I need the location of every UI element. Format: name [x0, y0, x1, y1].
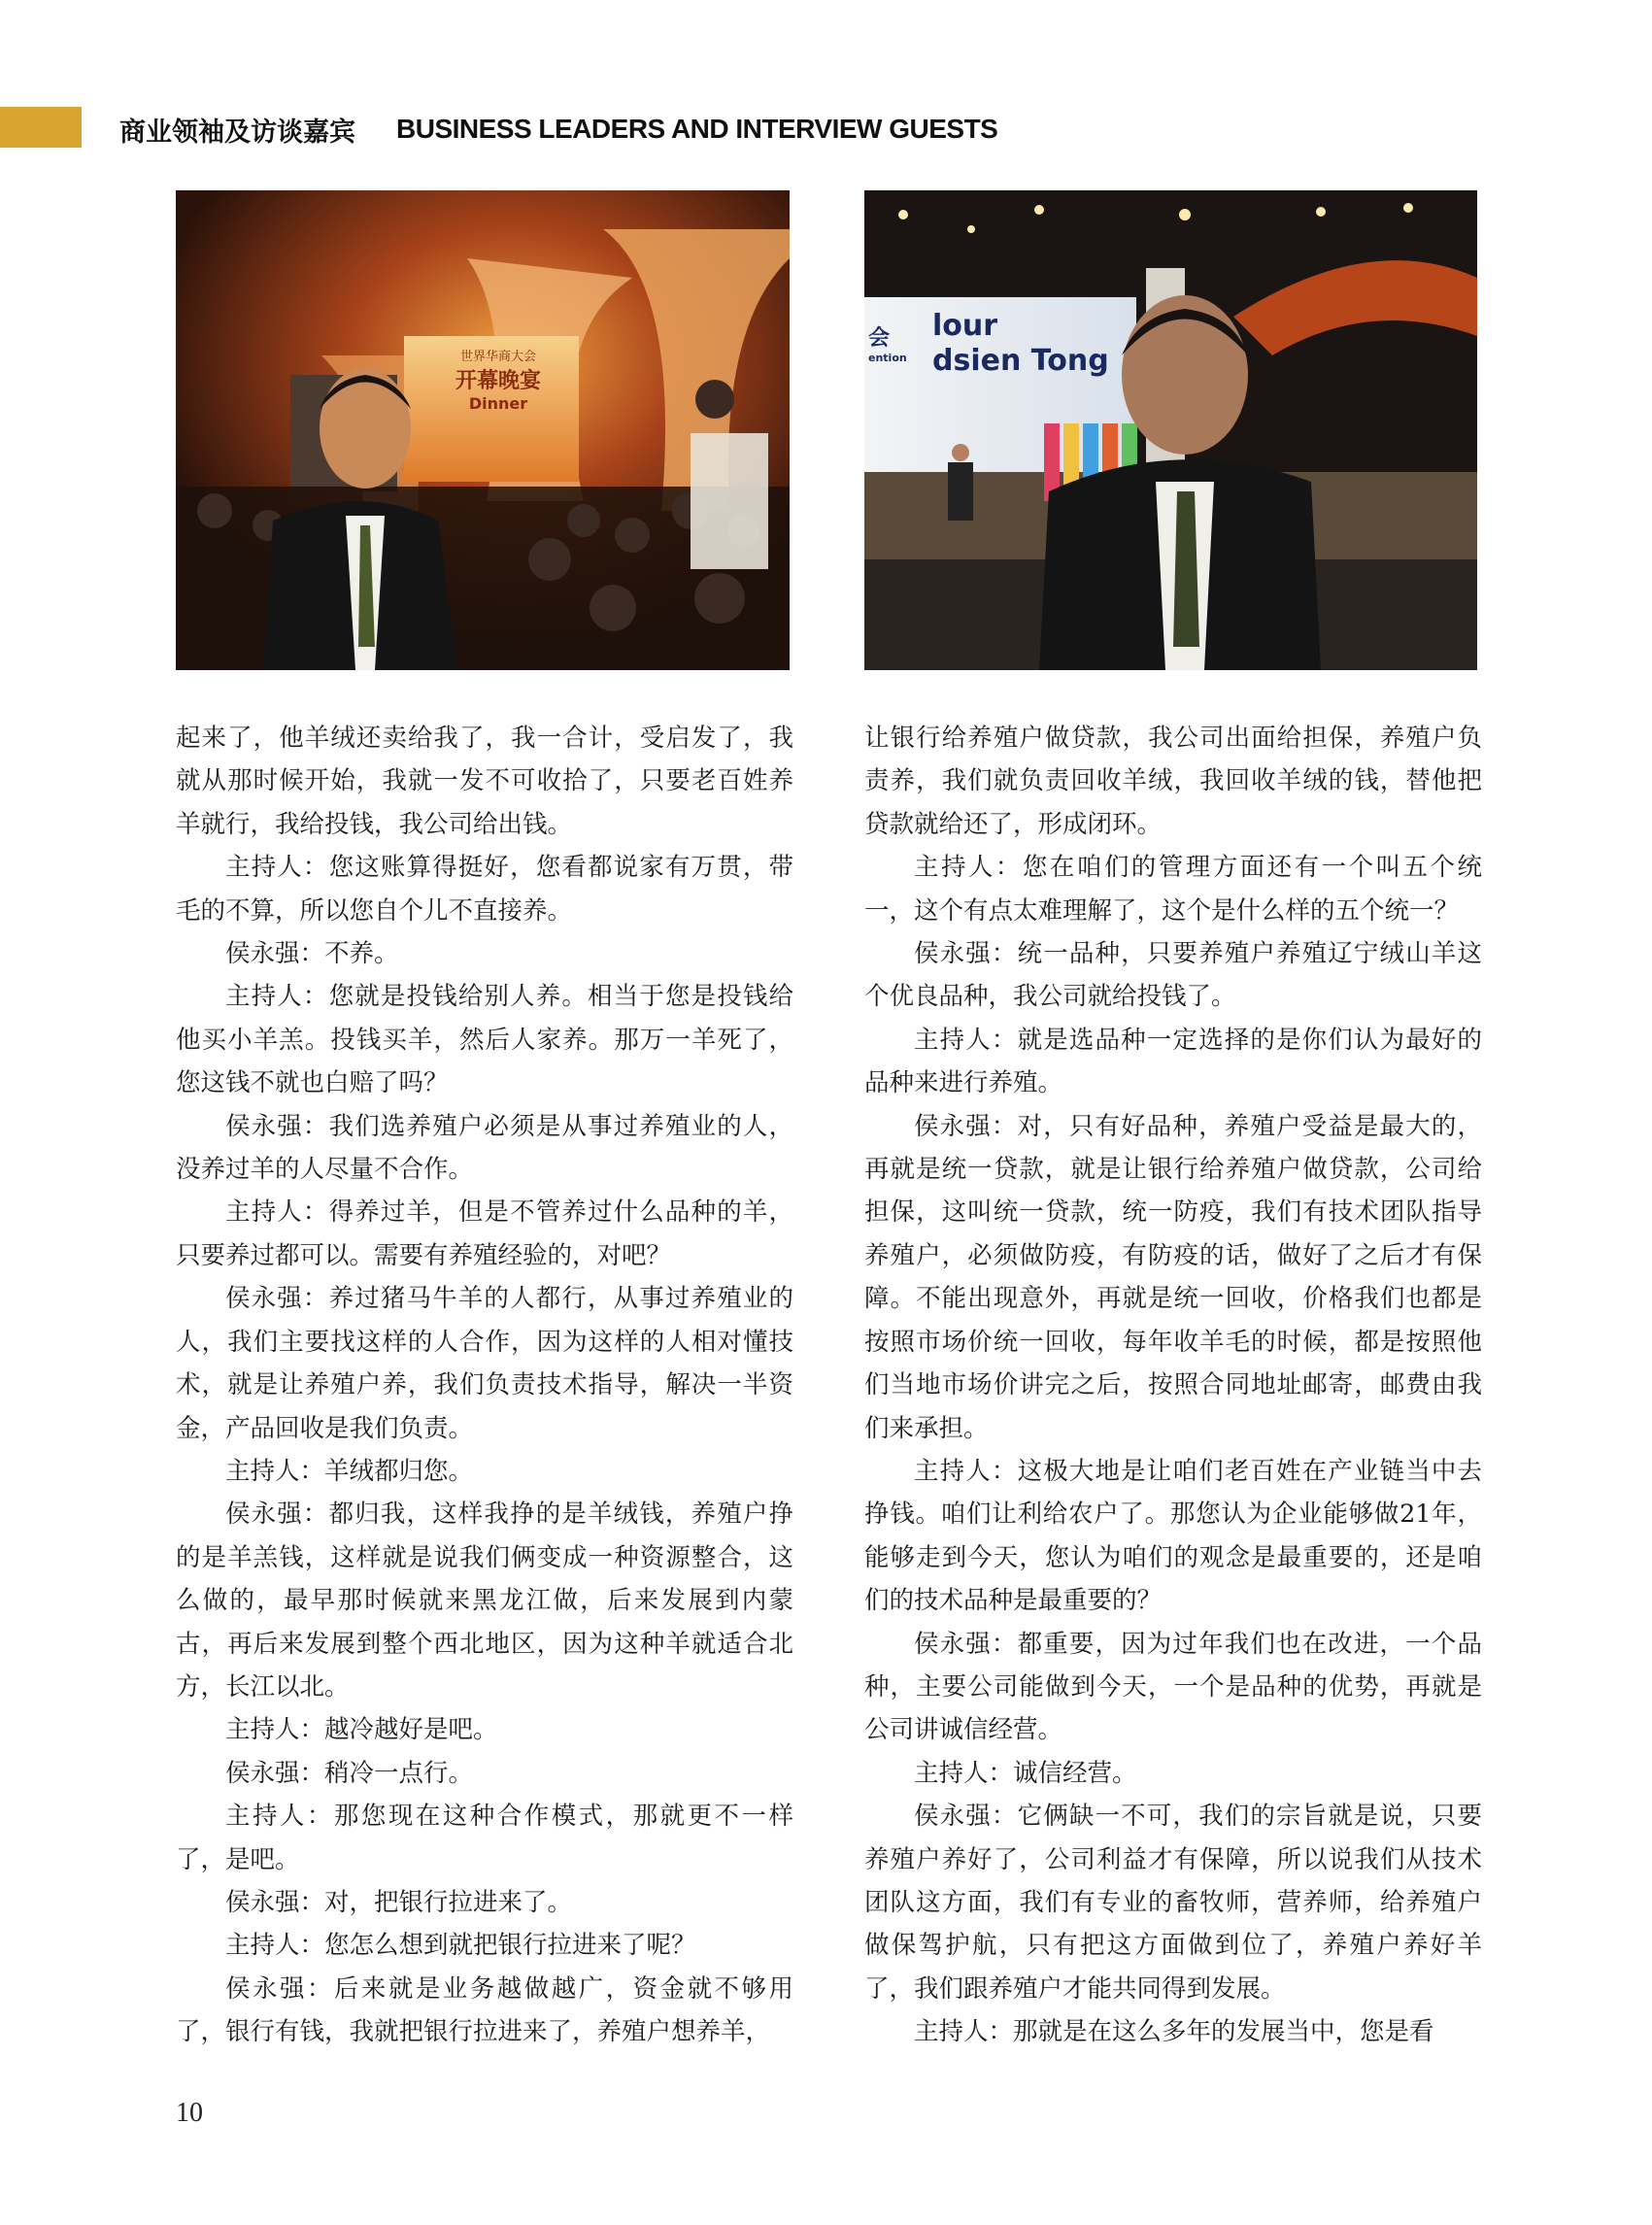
- paragraph: 主持人：您在咱们的管理方面还有一个叫五个统一，这个有点太难理解了，这个是什么样的五个统一？: [864, 853, 1482, 926]
- section-accent-bar: [0, 107, 82, 148]
- paragraph: 侯永强：它俩缺一不可，我们的宗旨就是说，只要养殖户养好了，公司利益才有保障，所以说我们从技术团队这方面，我们有专业的畜牧师，营养师，给养殖户做保驾护航，只有把这方面做到位了，养殖户养好羊了，我们跟养殖户才能共同得到发展。: [864, 1802, 1482, 2004]
- paragraph: 侯永强：统一品种，只要养殖户养殖辽宁绒山羊这个优良品种，我公司就给投钱了。: [864, 939, 1482, 1012]
- stage-screen-line-3: Dinner: [468, 394, 528, 413]
- paragraph: 主持人：您这账算得挺好，您看都说家有万贯，带毛的不算，所以您自个儿不直接养。: [176, 853, 793, 926]
- section-header: [119, 110, 997, 149]
- paragraph: 主持人：诚信经营。: [914, 1758, 1137, 1788]
- paragraph: 侯永强：都归我，这样我挣的是羊绒钱，养殖户挣的是羊羔钱，这样就是说我们俩变成一种资源整合，这么做的，最早那时候就来黑龙江做，后来发展到内蒙古，再后来发展到整个西北地区，因为这种羊就适合北方，长江以北。: [176, 1500, 793, 1702]
- paragraph: 主持人：您就是投钱给别人养。相当于您是投钱给他买小羊羔。投钱买羊，然后人家养。那万一羊死了，您这钱不就也白赔了吗？: [176, 982, 793, 1098]
- paragraph: 主持人：得养过羊，但是不管养过什么品种的羊，只要养过都可以。需要有养殖经验的，对吧？: [176, 1197, 793, 1270]
- paragraph: 侯永强：对，把银行拉进来了。: [225, 1887, 573, 1917]
- paragraph: 主持人：您怎么想到就把银行拉进来了呢？: [225, 1931, 696, 1961]
- convention-stage-illustration: [864, 190, 1477, 670]
- paragraph: 侯永强：不养。: [225, 939, 399, 969]
- paragraph: 侯永强：养过猪马牛羊的人都行，从事过养殖业的人，我们主要找这样的人合作，因为这样的人相对懂技术，就是让养殖户养，我们负责技术指导，解决一半资金，产品回收是我们负责。: [176, 1284, 793, 1443]
- section-title-en: BUSINESS LEADERS AND INTERVIEW GUESTS: [396, 114, 998, 144]
- banquet-hall-photo: [176, 190, 790, 670]
- paragraph: 侯永强：后来就是业务越做越广，资金就不够用了，银行有钱，我就把银行拉进来了，养殖户想养羊，: [176, 1973, 793, 2047]
- paragraph: 主持人：越冷越好是吧。: [225, 1715, 498, 1745]
- stage-screen-text: [868, 321, 907, 364]
- stage-screen-line-1: 会: [868, 326, 891, 351]
- paragraph: 主持人：那您现在这种合作模式，那就更不一样了，是吧。: [176, 1802, 793, 1874]
- paragraph: 侯永强：我们选养殖户必须是从事过养殖业的人，没养过羊的人尽量不合作。: [176, 1111, 793, 1185]
- speaker-name-text: [932, 309, 1109, 379]
- convention-stage-photo: [864, 190, 1477, 670]
- speaker-name-line-1: lour: [932, 309, 998, 343]
- stage-screen-line-2: ention: [868, 352, 907, 364]
- speaker-name-line-2: dsien Tong: [932, 344, 1109, 378]
- article-column-left: [176, 717, 793, 2067]
- stage-screen-line-1: 世界华商大会: [459, 350, 536, 364]
- stage-screen-line-2: 开幕晚宴: [455, 369, 541, 393]
- banquet-hall-illustration: [176, 190, 790, 670]
- paragraph: 让银行给养殖户做贷款，我公司出面给担保，养殖户负责养，我们就负责回收羊绒，我回收羊绒的钱，替他把贷款就给还了，形成闭环。: [864, 724, 1482, 839]
- paragraph: 起来了，他羊绒还卖给我了，我一合计，受启发了，我就从那时候开始，我就一发不可收拾了，只要老百姓养羊就行，我给投钱，我公司给出钱。: [176, 724, 793, 839]
- stage-screen-text: [430, 346, 566, 413]
- paragraph: 侯永强：对，只有好品种，养殖户受益是最大的，再就是统一贷款，就是让银行给养殖户做贷款，公司给担保，这叫统一贷款，统一防疫，我们有技术团队指导养殖户，必须做防疫，有防疫的话，做好了之后才有保障。不能出现意外，再就是统一回收，价格我们也都是按照市场价统一回收，每年收羊毛的时候，都是按照他们当地市场价讲完之后，按照合同地址邮寄，邮费由我们来承担。: [864, 1111, 1482, 1443]
- page-number: 10: [176, 2098, 203, 2128]
- paragraph: 主持人：羊绒都归您。: [225, 1456, 474, 1486]
- article-column-right: [864, 717, 1482, 2067]
- paragraph: 侯永强：稍冷一点行。: [225, 1758, 474, 1788]
- section-title-cn: 商业领袖及访谈嘉宾: [119, 117, 355, 148]
- paragraph: 主持人：就是选品种一定选择的是你们认为最好的品种来进行养殖。: [864, 1025, 1482, 1098]
- paragraph: 主持人：这极大地是让咱们老百姓在产业链当中去挣钱。咱们让利给农户了。那您认为企业能够做21年，能够走到今天，您认为咱们的观念是最重要的，还是咱们的技术品种是最重要的？: [864, 1456, 1482, 1616]
- paragraph: 侯永强：都重要，因为过年我们也在改进，一个品种，主要公司能做到今天，一个是品种的优势，再就是公司讲诚信经营。: [864, 1629, 1482, 1745]
- paragraph: 主持人：那就是在这么多年的发展当中，您是看: [914, 2017, 1434, 2047]
